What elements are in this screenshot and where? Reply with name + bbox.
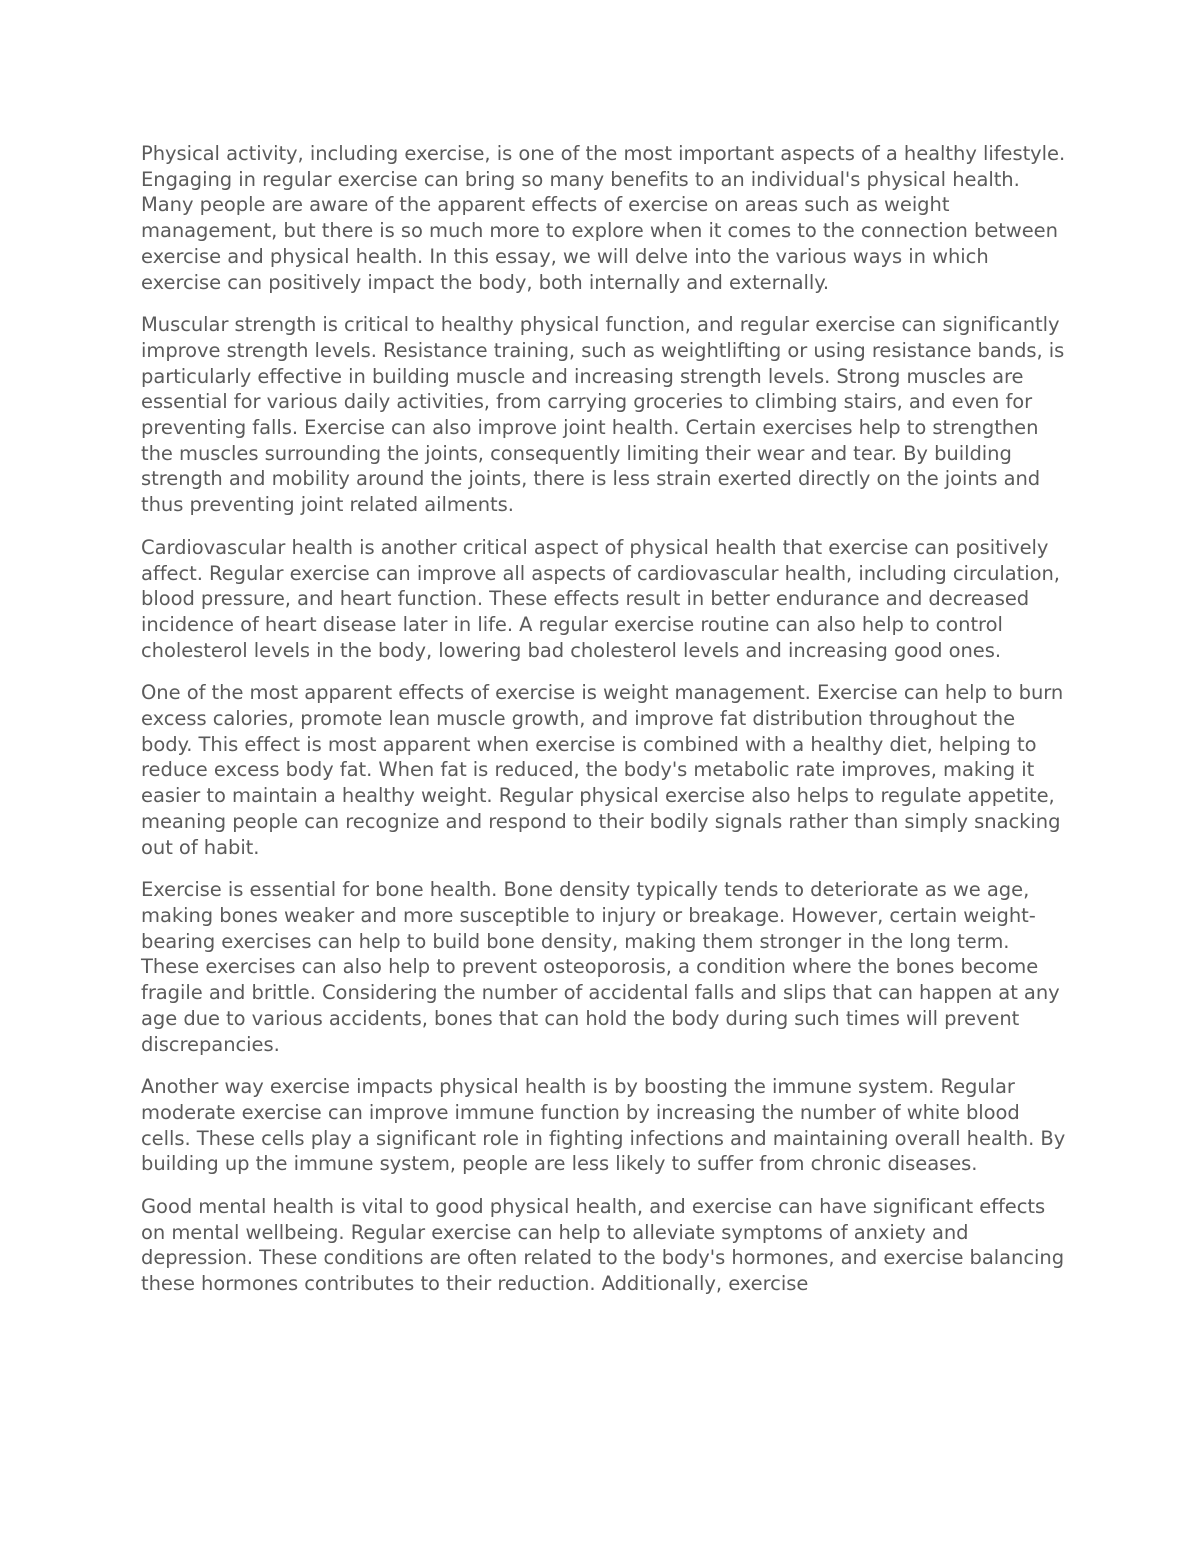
paragraph-weight-management: One of the most apparent effects of exercise is weight management. Exercise can help to burn excess calories, promote lean muscle growth, and improve fat distribution throughout the body. This effect is most apparent when exercise is combined with a healthy diet, helping to reduce excess body fat. When fat is reduced, the body's metabolic rate improves, making it easier to maintain a healthy weight. Regular physical exercise also helps to regulate appetite, meaning people can recognize and respond to their bodily signals rather than simply snacking out of habit.: [141, 681, 1064, 859]
paragraph-muscular-strength: Muscular strength is critical to healthy physical function, and regular exercise can significantly improve strength levels. Resistance training, such as weightlifting or using resistance bands, is particularly effective in building muscle and increasing strength levels. Strong muscles are essential for various daily activities, from carrying groceries to climbing stairs, and even for preventing falls. Exercise can also improve joint health. Certain exercises help to strengthen the muscles surrounding the joints, consequently limiting their wear and tear. By building strength and mobility around the joints, there is less strain exerted directly on the joints and thus preventing joint related ailments.: [141, 313, 1065, 517]
document-body: [141, 141, 1066, 1297]
paragraph-immune-system: Another way exercise impacts physical health is by boosting the immune system. Regular moderate exercise can improve immune function by increasing the number of white blood cells. These cells play a significant role in fighting infections and maintaining overall health. By building up the immune system, people are less likely to suffer from chronic diseases.: [141, 1075, 1066, 1176]
paragraph-bone-health: Exercise is essential for bone health. Bone density typically tends to deteriorate as we age, making bones weaker and more susceptible to injury or breakage. However, certain weight-bearing exercises can help to build bone density, making them stronger in the long term. These exercises can also help to prevent osteoporosis, a condition where the bones become fragile and brittle. Considering the number of accidental falls and slips that can happen at any age due to various accidents, bones that can hold the body during such times will prevent discrepancies.: [141, 878, 1060, 1056]
paragraph-mental-health: Good mental health is vital to good physical health, and exercise can have significant effects on mental wellbeing. Regular exercise can help to alleviate symptoms of anxiety and depression. These conditions are often related to the body's hormones, and exercise balancing these hormones contributes to their reduction. Additionally, exercise: [141, 1195, 1065, 1296]
paragraph-intro: Physical activity, including exercise, is one of the most important aspects of a healthy lifestyle. Engaging in regular exercise can bring so many benefits to an individual's physical health. Many people are aware of the apparent effects of exercise on areas such as weight management, but there is so much more to explore when it comes to the connection between exercise and physical health. In this essay, we will delve into the various ways in which exercise can positively impact the body, both internally and externally.: [141, 142, 1066, 294]
paragraph-cardiovascular-health: Cardiovascular health is another critical aspect of physical health that exercise can positively affect. Regular exercise can improve all aspects of cardiovascular health, including circulation, blood pressure, and heart function. These effects result in better endurance and decreased incidence of heart disease later in life. A regular exercise routine can also help to control cholesterol levels in the body, lowering bad cholesterol levels and increasing good ones.: [141, 535, 1060, 662]
